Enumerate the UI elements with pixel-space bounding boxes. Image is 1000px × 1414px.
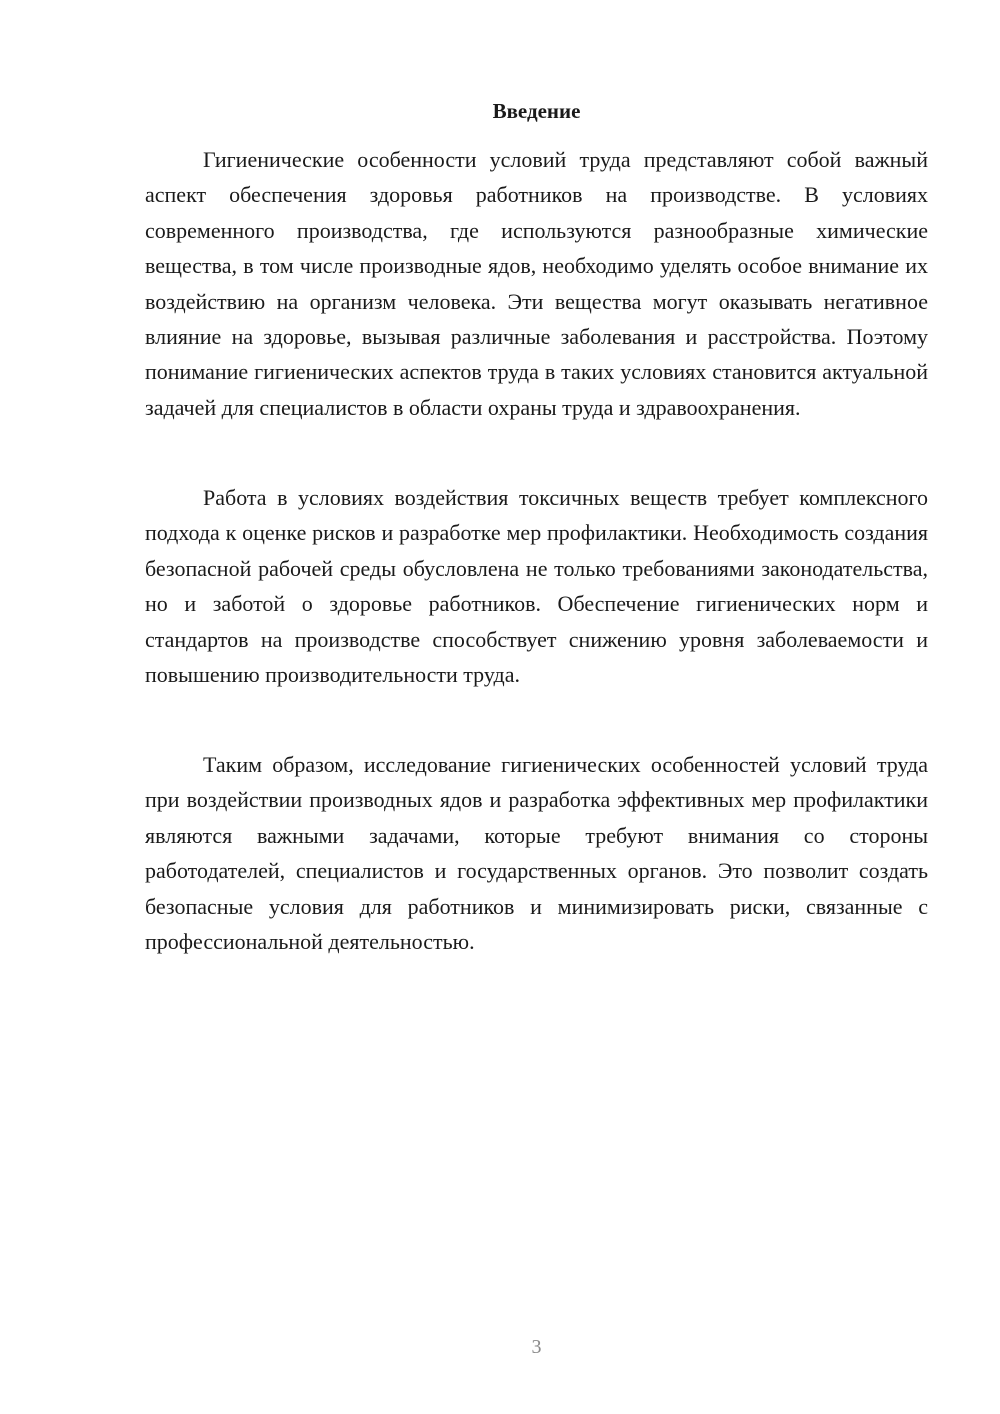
paragraph-1: Гигиенические особенности условий труда представляют собой важный аспект обеспечения здоровья работников на производстве. В условиях современного производства, где используются разнообразные химические вещества, в том числе производные ядов, необходимо уделять особое внимание их воздействию на организм человека. Эти вещества могут оказывать негативное влияние на здоровье, вызывая различные заболевания и расстройства. Поэтому понимание гигиенических аспектов труда в таких условиях становится актуальной задачей для специалистов в области охраны труда и здравоохранения. [145, 147, 928, 420]
paragraph-3: Таким образом, исследование гигиенических особенностей условий труда при воздействии производных ядов и разработка эффективных мер профилактики являются важными задачами, которые требуют внимания со стороны работодателей, специалистов и государственных органов. Это позволит создать безопасные условия для работников и минимизировать риски, связанные с профессиональной деятельностью. [145, 752, 928, 955]
page-number: 3 [531, 1336, 542, 1358]
paragraph-2: Работа в условиях воздействия токсичных веществ требует комплексного подхода к оценке рисков и разработке мер профилактики. Необходимость создания безопасной рабочей среды обусловлена не только требованиями законодательства, но и заботой о здоровье работников. Обеспечение гигиенических норм и стандартов на производстве способствует снижению уровня заболеваемости и повышению производительности труда. [145, 485, 928, 688]
section-title: Введение [492, 99, 581, 123]
